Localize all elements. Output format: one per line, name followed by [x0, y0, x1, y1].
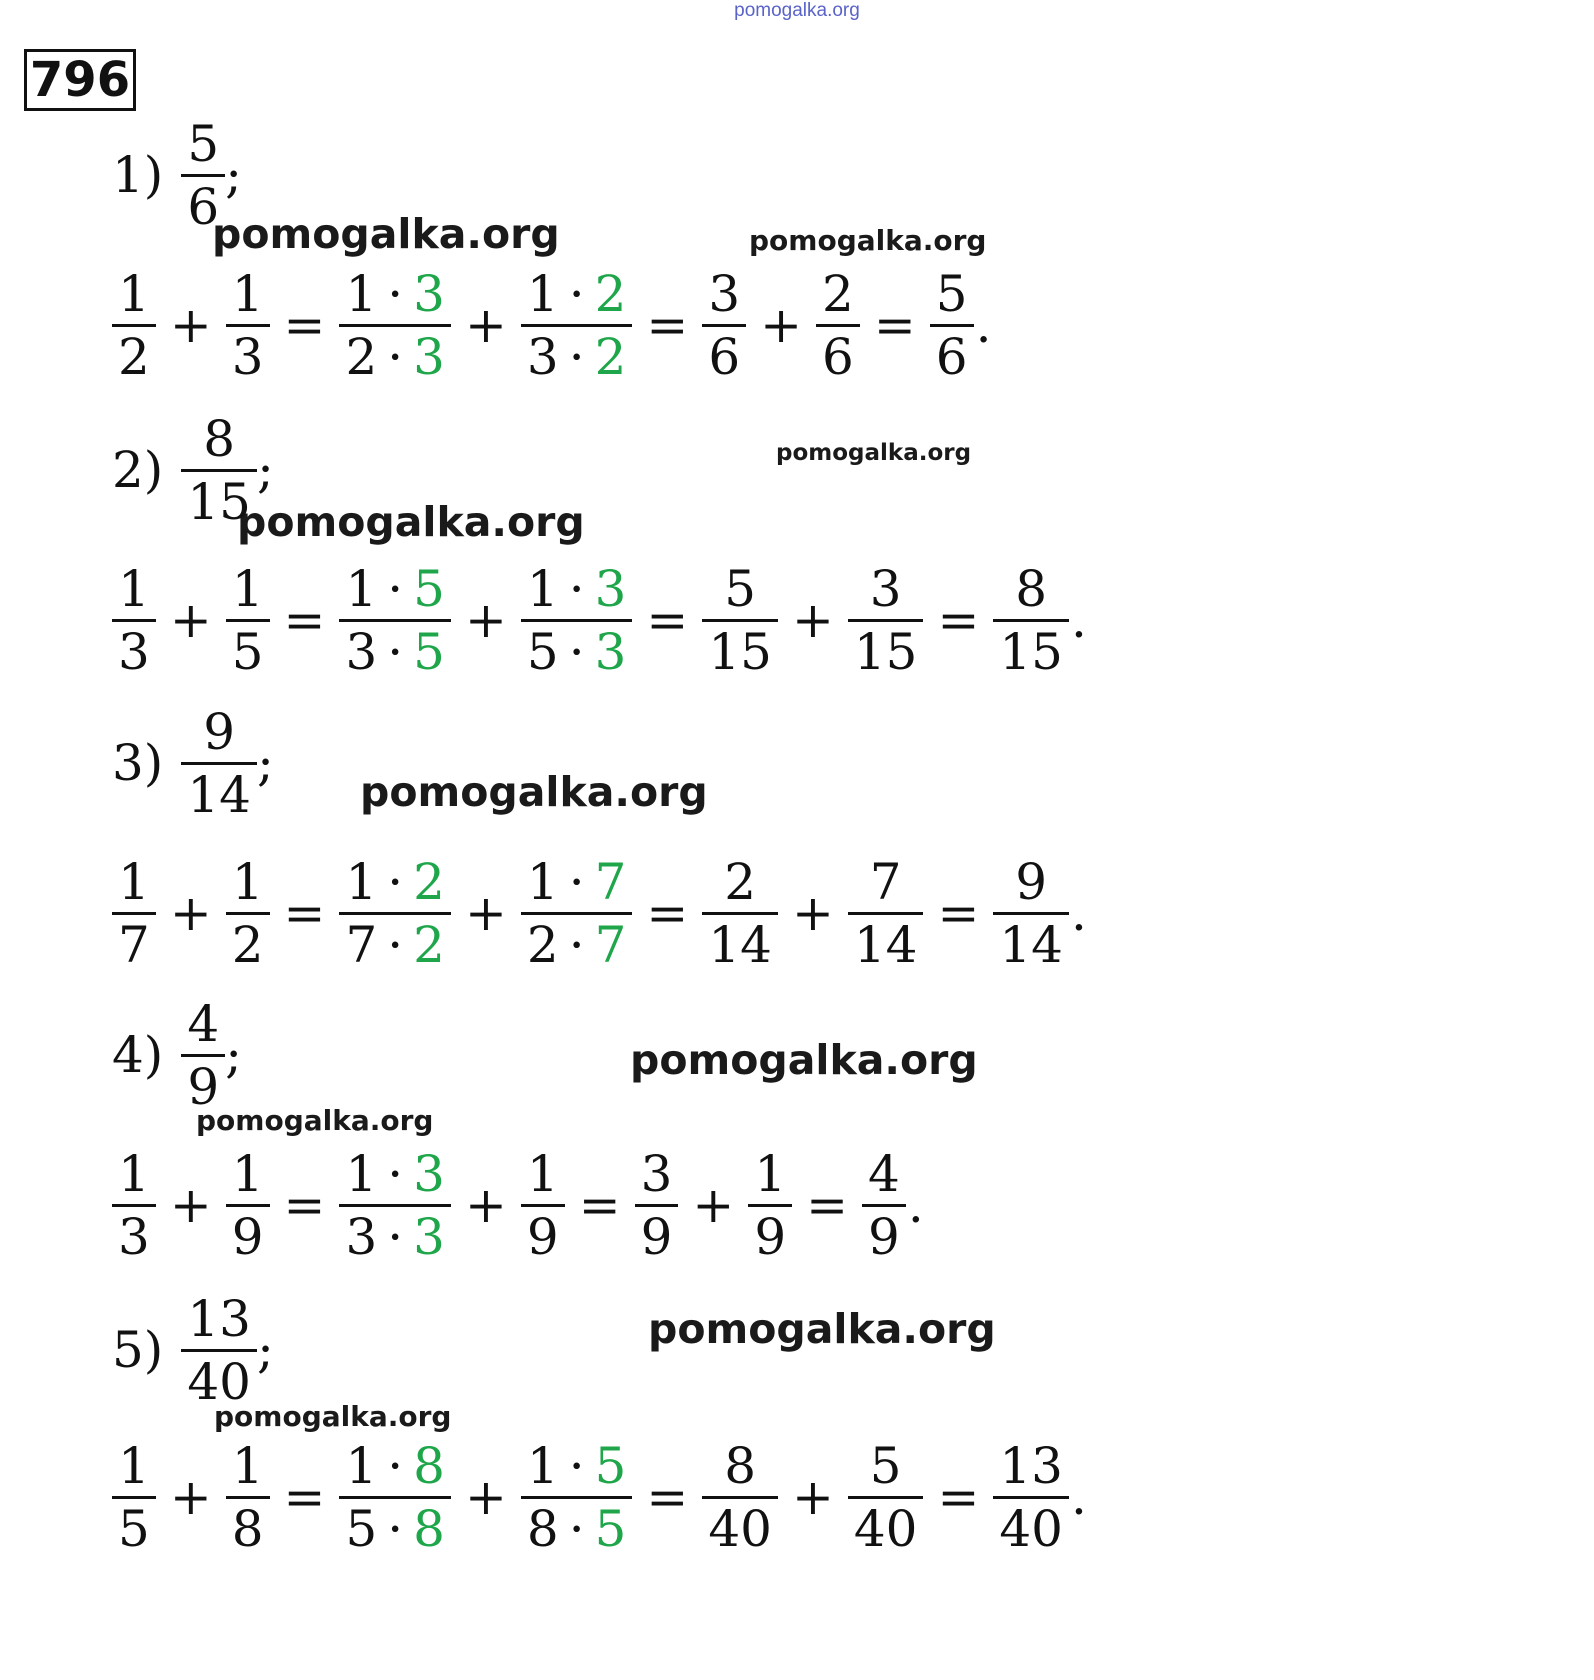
fraction: $\frac{1}{2}$ — [226, 852, 270, 975]
watermark: pomogalka.org — [196, 1104, 434, 1137]
fraction: $\frac{1}{3}$ — [112, 559, 156, 682]
answer-line-5: 5) $\frac{13}{40}$ ; — [112, 1289, 274, 1411]
fraction: $\frac{1}{2}$ — [112, 264, 156, 387]
fraction: $\frac{9}{14}$ — [993, 852, 1069, 975]
fraction: $\frac{3}{9}$ — [635, 1144, 679, 1267]
fraction: $\frac{5}{15}$ — [702, 559, 778, 682]
item-label: 3) — [112, 734, 164, 792]
watermark: pomogalka.org — [212, 210, 560, 258]
watermark: pomogalka.org — [360, 768, 708, 816]
fraction: $\frac{1}{5}$ — [226, 559, 270, 682]
answer-fraction: $\frac{4}{9}$ — [181, 994, 225, 1117]
answer-fraction: $\frac{13}{40}$ — [181, 1289, 257, 1412]
fraction: $\frac{2}{6}$ — [816, 264, 860, 387]
item-label: 2) — [112, 441, 164, 499]
fraction: 1 · 8 5 · 8 — [339, 1436, 451, 1559]
watermark: pomogalka.org — [630, 1036, 978, 1084]
answer-line-1: 1) $\frac{5}{6}$ ; — [112, 114, 242, 236]
fraction: $\frac{7}{14}$ — [848, 852, 924, 975]
item-label: 5) — [112, 1321, 164, 1379]
answer-fraction: $\frac{5}{6}$ — [181, 114, 225, 237]
fraction: $\frac{3}{15}$ — [848, 559, 924, 682]
fraction: $\frac{5}{6}$ — [930, 264, 974, 387]
fraction: $\frac{1}{9}$ — [748, 1144, 792, 1267]
fraction: $\frac{2}{14}$ — [702, 852, 778, 975]
watermark: pomogalka.org — [776, 440, 972, 466]
fraction: 1 · 2 3 · 2 — [521, 264, 633, 387]
fraction: $\frac{8}{15}$ — [993, 559, 1069, 682]
fraction: $\frac{8}{40}$ — [702, 1436, 778, 1559]
fraction: $\frac{3}{6}$ — [702, 264, 746, 387]
fraction: $\frac{1}{7}$ — [112, 852, 156, 975]
fraction: $\frac{5}{40}$ — [848, 1436, 924, 1559]
fraction: $\frac{1}{3}$ — [112, 1144, 156, 1267]
fraction: 1 · 3 3 · 3 — [339, 1144, 451, 1267]
watermark: pomogalka.org — [214, 1400, 452, 1433]
item-label: 4) — [112, 1026, 164, 1084]
answer-fraction: $\frac{9}{14}$ — [181, 702, 257, 825]
watermark: pomogalka.org — [237, 498, 585, 546]
answer-fraction: $\frac{8}{15}$ — [181, 409, 257, 532]
fraction: $\frac{13}{40}$ — [993, 1436, 1069, 1559]
equation-line-2: $\frac{1}{3}$ + $\frac{1}{5}$ = 1 · 5 3 · 5 + 1 · 3 5 · 3 = $\frac{5}{15}$ + $\frac{3}{15}$ = $\frac{8}{15}$ . — [112, 555, 1087, 685]
equation-line-1: $\frac{1}{2}$ + $\frac{1}{3}$ = 1 · 3 2 · 3 + 1 · 2 3 · 2 = $\frac{3}{6}$ + $\frac{2}{6}$ = $\frac{5}{6}$ . — [112, 260, 991, 390]
watermark: pomogalka.org — [648, 1305, 996, 1353]
fraction: 1 · 7 2 · 7 — [521, 852, 633, 975]
equation-line-3: $\frac{1}{7}$ + $\frac{1}{2}$ = 1 · 2 7 · 2 + 1 · 7 2 · 7 = $\frac{2}{14}$ + $\frac{7}{14}$ = $\frac{9}{14}$ . — [112, 848, 1087, 978]
fraction: $\frac{1}{9}$ — [521, 1144, 565, 1267]
watermark-top: pomogalka.org — [734, 0, 860, 21]
fraction: $\frac{1}{9}$ — [226, 1144, 270, 1267]
item-label: 1) — [112, 146, 164, 204]
answer-line-4: 4) $\frac{4}{9}$ ; — [112, 994, 242, 1116]
equation-line-5: $\frac{1}{5}$ + $\frac{1}{8}$ = 1 · 8 5 · 8 + 1 · 5 8 · 5 = $\frac{8}{40}$ + $\frac{5}{40}$ = $\frac{13}{40}$ . — [112, 1432, 1087, 1562]
fraction: 1 · 3 5 · 3 — [521, 559, 633, 682]
fraction: $\frac{1}{3}$ — [226, 264, 270, 387]
fraction: 1 · 3 2 · 3 — [339, 264, 451, 387]
fraction: $\frac{1}{8}$ — [226, 1436, 270, 1559]
fraction: $\frac{4}{9}$ — [862, 1144, 906, 1267]
fraction: 1 · 5 8 · 5 — [521, 1436, 633, 1559]
answer-line-2: 2) $\frac{8}{15}$ ; — [112, 409, 274, 531]
fraction: 1 · 2 7 · 2 — [339, 852, 451, 975]
answer-line-3: 3) $\frac{9}{14}$ ; — [112, 702, 274, 824]
equation-line-4: $\frac{1}{3}$ + $\frac{1}{9}$ = 1 · 3 3 · 3 + $\frac{1}{9}$ = $\frac{3}{9}$ + $\frac{1}{9}$ = $\frac{4}{9}$ . — [112, 1140, 924, 1270]
fraction: $\frac{1}{5}$ — [112, 1436, 156, 1559]
exercise-number: 796 — [24, 49, 136, 111]
watermark: pomogalka.org — [749, 224, 987, 257]
fraction: 1 · 5 3 · 5 — [339, 559, 451, 682]
